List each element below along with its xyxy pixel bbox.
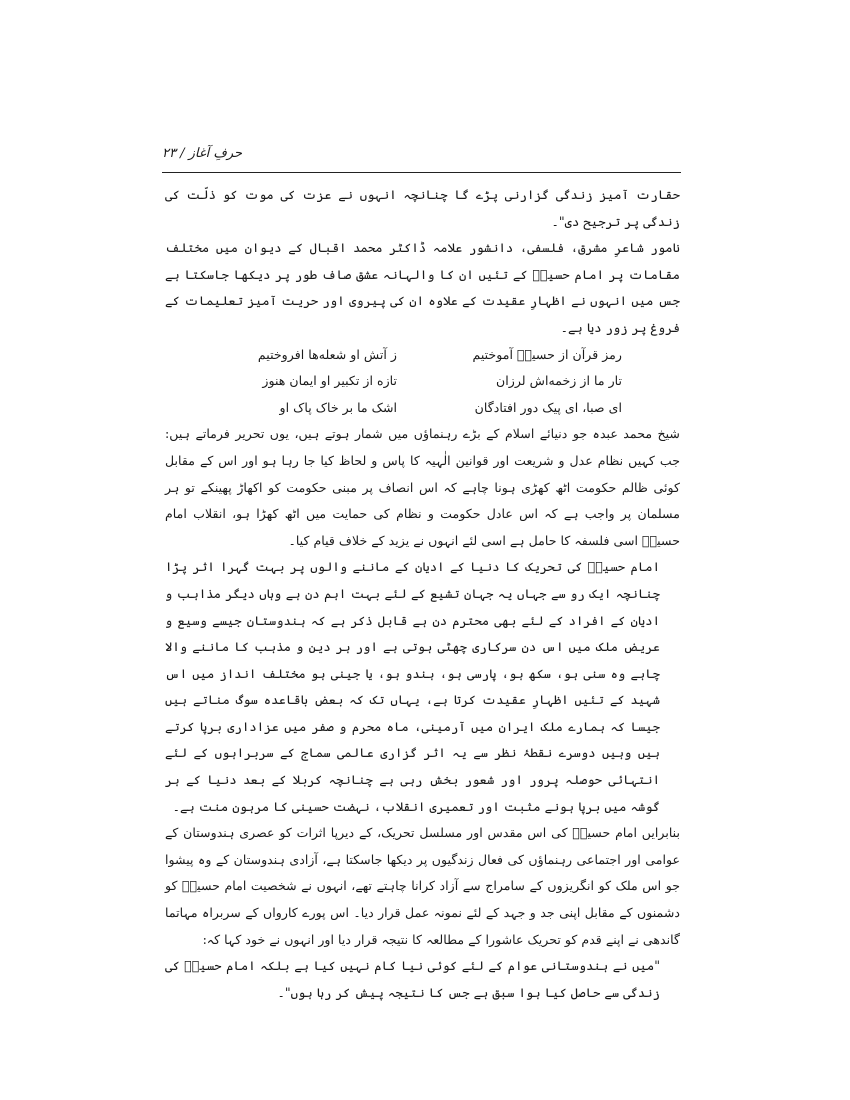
poem-hemistich-left: اشک ما بر خاک پاک او (279, 399, 397, 415)
poem-couplet (165, 342, 680, 369)
gandhi-quote: "میں نے ہندوستانی عوام کے لئے کوئی نیا کام نہیں کیا ہے بلکہ امام حسینؑ کی زندگی سے حاصل کیا ہوا سبق ہے جس کا نتیجہ پیش کر رہا ہوں"۔ (165, 958, 660, 1000)
poem-hemistich-right: تار ما از زخمه‌اش لرزان (496, 373, 622, 389)
paragraph: امام حسینؑ کی تحریک کا دنیا کے ادیان کے ماننے والوں پر بہت گہرا اثر پڑا چنانچہ ایک رو سے جہاں یہ جہان تشیع کے لئے بہت اہم دن ہے وہاں دیگر مذاہب و ادیان کے افراد کے لئے بھی محترم دن ہے قابل ذکر ہے کہ ہندوستان جیسے وسیع و عریض ملک میں اس دن سرکاری چھٹی ہوتی ہے اور ہر دین و مذہب کا ماننے والا چاہے وہ سنی ہو، سکھ ہو، پارسی ہو، ہندو ہو، یا جینی ہو مختلف انداز میں اس شہید کے تئیں اظہارِ عقیدت کرتا ہے، یہاں تک کہ بعض باقاعدہ سوگ مناتے ہیں جیسا کہ ہمارے ملک ایران میں آرمینی، ماہ محرم و صفر میں عزاداری برپا کرتے ہیں وہیں دوسرے نقطۂ نظر سے یہ اثر گزاری عالمی سماج کے سربراہوں کے لئے انتہائی حوصلہ پرور اور شعور بخش رہی ہے چنانچہ کربلا کے بعد دنیا کے ہر گوشہ میں برپا ہونے مثبت اور تعمیری انقلاب، نہضت حسینی کا مرہون منت ہے۔ (165, 559, 660, 814)
poem-hemistich-left: ز آتش او شعله‌ها افروختیم (257, 346, 397, 362)
paragraph: نامور شاعرِ مشرق، فلسفی، دانشور علامہ ڈاکٹر محمد اقبال کے دیوان میں مختلف مقامات پر امام حسینؑ کے تئیں ان کا والہانہ عشق صاف طور پر دیکھا جاسکتا ہے جس میں انہوں نے اظہارِ عقیدت کے علاوہ ان کی پیروی اور حریت آمیز تعلیمات کے فروغ پر زور دیا ہے۔ (165, 240, 680, 335)
paragraph: بنابرایں امام حسینؑ کی اس مقدس اور مسلسل تحریک، کے دیرپا اثرات کو عصری ہندوستان کے عوامی اور اجتماعی رہنماؤں کی فعال زندگیوں پر دیکھا جاسکتا ہے، آزادی ہندوستان کے وہ پیشوا جو اس ملک کو انگریزوں کے سامراج سے آزاد کرانا چاہتے تھے، انہوں نے شخصیت امام حسینؑ کو دشمنوں کے مقابل اپنی جد و جہد کے لئے نمونہ عمل قرار دیا۔ اس پورے کارواں کے سربراہ مہاتما گاندھی نے اپنے قدم کو تحریک عاشورا کے مطالعہ کا نتیجہ قرار دیا اور انہوں نے خود کہا کہ: (165, 825, 680, 947)
persian-poem (165, 342, 680, 422)
paragraph: حقارت آمیز زندگی گزارنی پڑے گا چنانچہ انہوں نے عزت کی موت کو ذلّت کی زندگی پر ترجیح دی"۔ (165, 187, 680, 229)
poem-hemistich-right: رمز قرآن از حسینؑ آموختیم (472, 346, 622, 362)
poem-hemistich-right: ای صبا، ای پیک دور افتادگان (474, 399, 622, 415)
paragraph: شیخ محمد عبدہ جو دنیائے اسلام کے بڑے رہنماؤں میں شمار ہوتے ہیں، یوں تحریر فرماتے ہیں: جب کہیں نظام عدل و شریعت اور قوانین الٰہیہ کا پاس و لحاظ کیا جا رہا ہو اور اس کے مقابل کوئی ظالم حکومت اٹھ کھڑی ہونا چاہے کہ اس انصاف پر مبنی حکومت کو اکھاڑ پھینکے تو ہر مسلمان پر واجب ہے کہ اس عادل حکومت و نظام کی حمایت میں اٹھ کھڑا ہو، انقلاب امام حسینؑ اسی فلسفہ کا حامل ہے اسی لئے انہوں نے یزید کے خلاف قیام کیا۔ (165, 426, 680, 548)
running-header (162, 146, 681, 173)
poem-couplet (165, 395, 680, 422)
header-title: حرفِ آغاز / ۲۳ (162, 146, 243, 161)
page-body (165, 182, 680, 1006)
poem-hemistich-left: تازه از تکبیر او ایمان هنوز (262, 373, 397, 389)
poem-couplet (165, 368, 680, 395)
